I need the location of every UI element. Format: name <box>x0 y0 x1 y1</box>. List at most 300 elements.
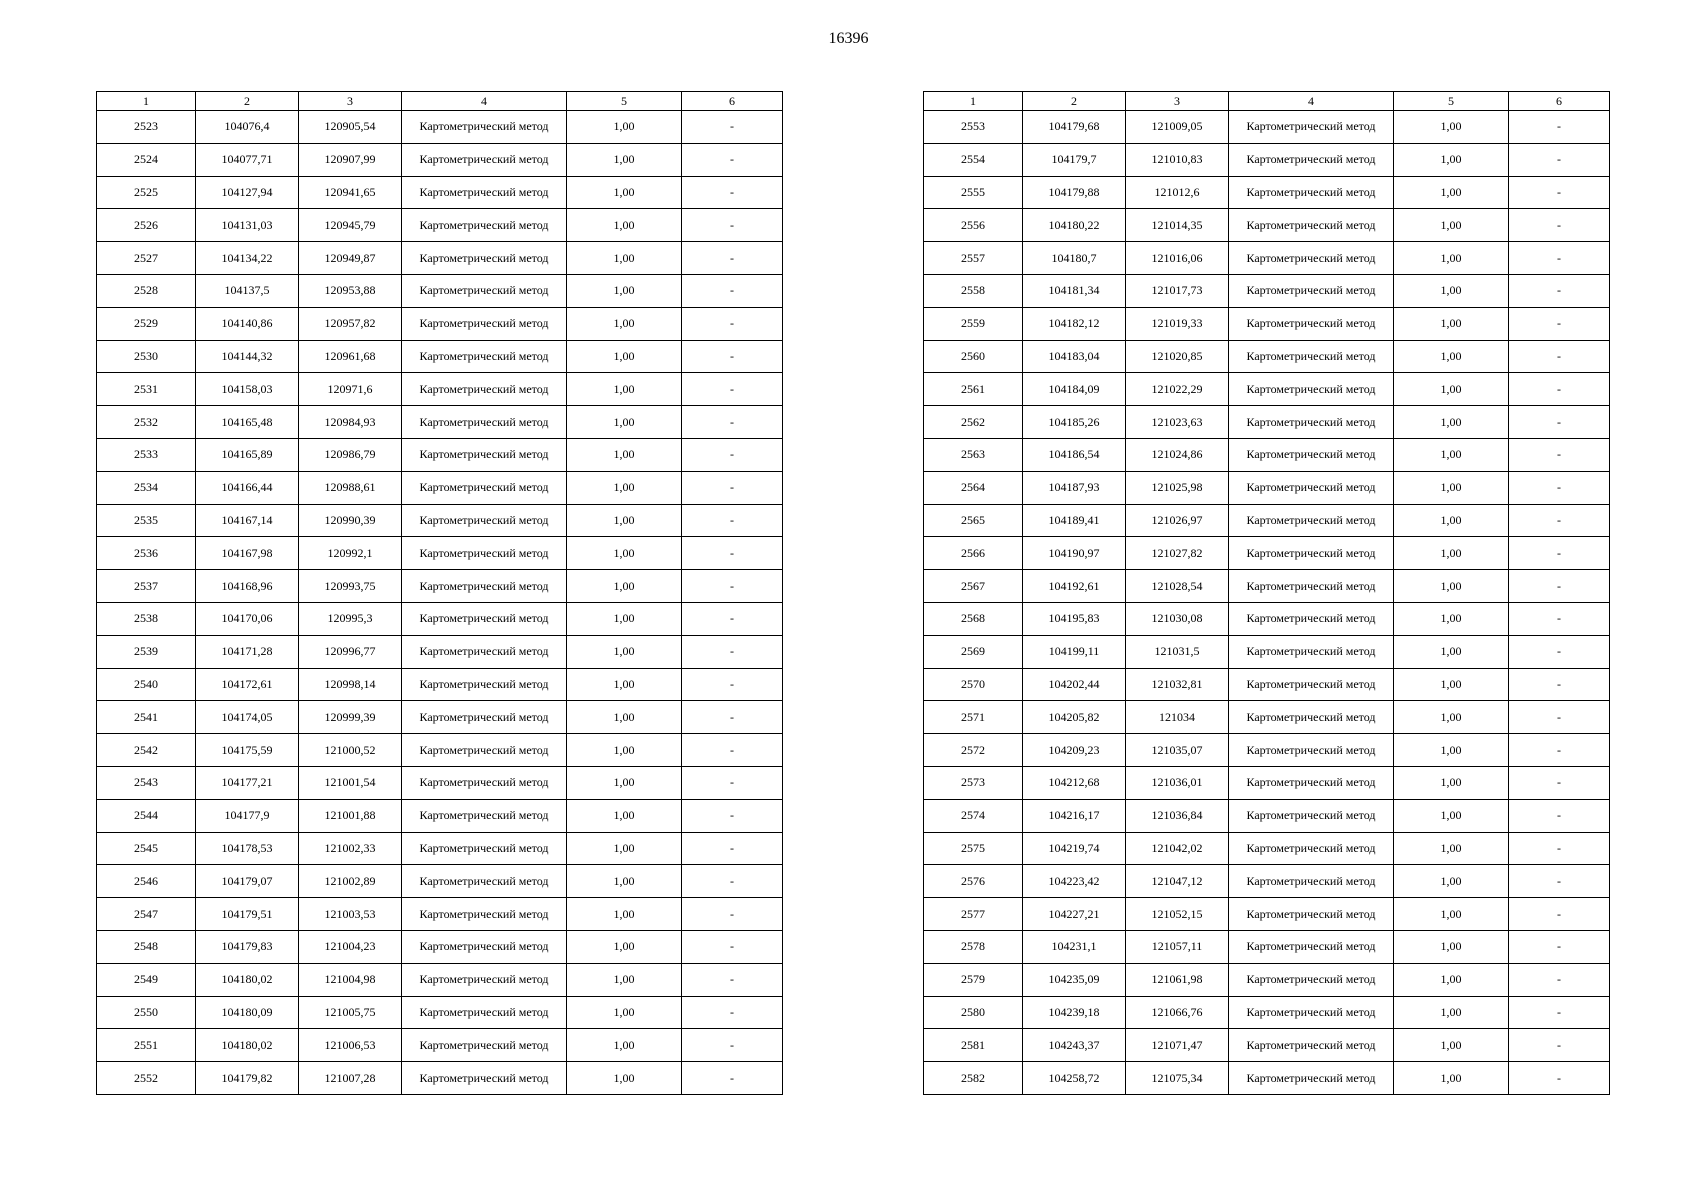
method-cell: Картометрический метод <box>402 209 567 242</box>
column-header-5: 5 <box>567 92 682 111</box>
x-coordinate-cell: 104134,22 <box>196 242 299 275</box>
table-row <box>97 242 783 275</box>
x-coordinate-cell: 104205,82 <box>1023 701 1126 734</box>
y-coordinate-cell: 121022,29 <box>1126 373 1229 406</box>
precision-cell: 1,00 <box>567 209 682 242</box>
page-number: 16396 <box>828 30 869 47</box>
x-coordinate-cell: 104179,51 <box>196 898 299 931</box>
column-header-6: 6 <box>1509 92 1610 111</box>
table-row <box>97 340 783 373</box>
description-cell: - <box>1509 471 1610 504</box>
description-cell: - <box>1509 504 1610 537</box>
method-cell: Картометрический метод <box>1229 176 1394 209</box>
x-coordinate-cell: 104223,42 <box>1023 865 1126 898</box>
description-cell: - <box>682 537 783 570</box>
x-coordinate-cell: 104131,03 <box>196 209 299 242</box>
precision-cell: 1,00 <box>1394 734 1509 767</box>
point-number-cell: 2582 <box>924 1062 1023 1095</box>
description-cell: - <box>682 143 783 176</box>
description-cell: - <box>1509 701 1610 734</box>
column-header-1: 1 <box>924 92 1023 111</box>
point-number-cell: 2525 <box>97 176 196 209</box>
description-cell: - <box>1509 1062 1610 1095</box>
y-coordinate-cell: 121003,53 <box>299 898 402 931</box>
x-coordinate-cell: 104144,32 <box>196 340 299 373</box>
point-number-cell: 2577 <box>924 898 1023 931</box>
table-row <box>924 406 1610 439</box>
table-row <box>97 635 783 668</box>
column-header-3: 3 <box>299 92 402 111</box>
method-cell: Картометрический метод <box>1229 996 1394 1029</box>
x-coordinate-cell: 104137,5 <box>196 274 299 307</box>
point-number-cell: 2552 <box>97 1062 196 1095</box>
method-cell: Картометрический метод <box>402 307 567 340</box>
x-coordinate-cell: 104216,17 <box>1023 799 1126 832</box>
point-number-cell: 2576 <box>924 865 1023 898</box>
method-cell: Картометрический метод <box>1229 865 1394 898</box>
x-coordinate-cell: 104179,88 <box>1023 176 1126 209</box>
x-coordinate-cell: 104199,11 <box>1023 635 1126 668</box>
y-coordinate-cell: 121016,06 <box>1126 242 1229 275</box>
method-cell: Картометрический метод <box>402 668 567 701</box>
x-coordinate-cell: 104165,89 <box>196 438 299 471</box>
method-cell: Картометрический метод <box>402 602 567 635</box>
point-number-cell: 2526 <box>97 209 196 242</box>
precision-cell: 1,00 <box>567 1062 682 1095</box>
method-cell: Картометрический метод <box>1229 635 1394 668</box>
description-cell: - <box>1509 143 1610 176</box>
precision-cell: 1,00 <box>1394 537 1509 570</box>
point-number-cell: 2553 <box>924 111 1023 144</box>
description-cell: - <box>1509 996 1610 1029</box>
coordinates-table-right <box>923 91 1610 1095</box>
y-coordinate-cell: 120905,54 <box>299 111 402 144</box>
method-cell: Картометрический метод <box>1229 963 1394 996</box>
description-cell: - <box>1509 537 1610 570</box>
description-cell: - <box>682 176 783 209</box>
x-coordinate-cell: 104179,7 <box>1023 143 1126 176</box>
x-coordinate-cell: 104158,03 <box>196 373 299 406</box>
table-row <box>924 209 1610 242</box>
x-coordinate-cell: 104190,97 <box>1023 537 1126 570</box>
x-coordinate-cell: 104180,02 <box>196 1029 299 1062</box>
x-coordinate-cell: 104166,44 <box>196 471 299 504</box>
precision-cell: 1,00 <box>567 340 682 373</box>
precision-cell: 1,00 <box>1394 373 1509 406</box>
precision-cell: 1,00 <box>567 143 682 176</box>
x-coordinate-cell: 104209,23 <box>1023 734 1126 767</box>
y-coordinate-cell: 120907,99 <box>299 143 402 176</box>
table-row <box>97 668 783 701</box>
description-cell: - <box>682 930 783 963</box>
description-cell: - <box>682 209 783 242</box>
description-cell: - <box>1509 799 1610 832</box>
x-coordinate-cell: 104184,09 <box>1023 373 1126 406</box>
y-coordinate-cell: 121005,75 <box>299 996 402 1029</box>
x-coordinate-cell: 104175,59 <box>196 734 299 767</box>
point-number-cell: 2547 <box>97 898 196 931</box>
description-cell: - <box>1509 176 1610 209</box>
table-row <box>97 930 783 963</box>
precision-cell: 1,00 <box>567 274 682 307</box>
y-coordinate-cell: 120998,14 <box>299 668 402 701</box>
y-coordinate-cell: 120988,61 <box>299 471 402 504</box>
precision-cell: 1,00 <box>567 176 682 209</box>
precision-cell: 1,00 <box>567 471 682 504</box>
x-coordinate-cell: 104168,96 <box>196 570 299 603</box>
point-number-cell: 2532 <box>97 406 196 439</box>
x-coordinate-cell: 104192,61 <box>1023 570 1126 603</box>
x-coordinate-cell: 104177,21 <box>196 766 299 799</box>
description-cell: - <box>1509 635 1610 668</box>
table-row <box>924 537 1610 570</box>
precision-cell: 1,00 <box>1394 865 1509 898</box>
method-cell: Картометрический метод <box>402 537 567 570</box>
y-coordinate-cell: 121036,84 <box>1126 799 1229 832</box>
table-row <box>924 734 1610 767</box>
description-cell: - <box>682 832 783 865</box>
point-number-cell: 2535 <box>97 504 196 537</box>
method-cell: Картометрический метод <box>1229 570 1394 603</box>
method-cell: Картометрический метод <box>1229 504 1394 537</box>
description-cell: - <box>682 340 783 373</box>
y-coordinate-cell: 120957,82 <box>299 307 402 340</box>
table-row <box>97 1029 783 1062</box>
x-coordinate-cell: 104239,18 <box>1023 996 1126 1029</box>
table-row <box>924 176 1610 209</box>
point-number-cell: 2567 <box>924 570 1023 603</box>
y-coordinate-cell: 120961,68 <box>299 340 402 373</box>
description-cell: - <box>682 504 783 537</box>
y-coordinate-cell: 121025,98 <box>1126 471 1229 504</box>
method-cell: Картометрический метод <box>402 406 567 439</box>
y-coordinate-cell: 120971,6 <box>299 373 402 406</box>
description-cell: - <box>1509 340 1610 373</box>
precision-cell: 1,00 <box>567 537 682 570</box>
point-number-cell: 2579 <box>924 963 1023 996</box>
y-coordinate-cell: 120990,39 <box>299 504 402 537</box>
table-row <box>97 471 783 504</box>
y-coordinate-cell: 121019,33 <box>1126 307 1229 340</box>
table-row <box>97 570 783 603</box>
description-cell: - <box>682 602 783 635</box>
point-number-cell: 2568 <box>924 602 1023 635</box>
x-coordinate-cell: 104219,74 <box>1023 832 1126 865</box>
point-number-cell: 2566 <box>924 537 1023 570</box>
precision-cell: 1,00 <box>1394 274 1509 307</box>
precision-cell: 1,00 <box>1394 996 1509 1029</box>
method-cell: Картометрический метод <box>1229 1029 1394 1062</box>
y-coordinate-cell: 121071,47 <box>1126 1029 1229 1062</box>
column-header-2: 2 <box>196 92 299 111</box>
table-row <box>924 930 1610 963</box>
y-coordinate-cell: 120995,3 <box>299 602 402 635</box>
method-cell: Картометрический метод <box>402 898 567 931</box>
point-number-cell: 2548 <box>97 930 196 963</box>
point-number-cell: 2543 <box>97 766 196 799</box>
table-row <box>97 602 783 635</box>
point-number-cell: 2539 <box>97 635 196 668</box>
description-cell: - <box>1509 242 1610 275</box>
table-row <box>924 570 1610 603</box>
table-header <box>97 92 783 111</box>
table-row <box>97 865 783 898</box>
precision-cell: 1,00 <box>1394 438 1509 471</box>
method-cell: Картометрический метод <box>402 766 567 799</box>
method-cell: Картометрический метод <box>1229 438 1394 471</box>
description-cell: - <box>1509 668 1610 701</box>
point-number-cell: 2571 <box>924 701 1023 734</box>
y-coordinate-cell: 121000,52 <box>299 734 402 767</box>
precision-cell: 1,00 <box>567 307 682 340</box>
y-coordinate-cell: 121035,07 <box>1126 734 1229 767</box>
table-row <box>97 734 783 767</box>
table-row <box>924 111 1610 144</box>
precision-cell: 1,00 <box>1394 504 1509 537</box>
table-row <box>924 996 1610 1029</box>
table-row <box>97 274 783 307</box>
method-cell: Картометрический метод <box>1229 701 1394 734</box>
point-number-cell: 2558 <box>924 274 1023 307</box>
y-coordinate-cell: 121028,54 <box>1126 570 1229 603</box>
method-cell: Картометрический метод <box>402 373 567 406</box>
table-row <box>97 537 783 570</box>
precision-cell: 1,00 <box>567 602 682 635</box>
precision-cell: 1,00 <box>567 406 682 439</box>
method-cell: Картометрический метод <box>402 471 567 504</box>
method-cell: Картометрический метод <box>1229 274 1394 307</box>
y-coordinate-cell: 121031,5 <box>1126 635 1229 668</box>
y-coordinate-cell: 121014,35 <box>1126 209 1229 242</box>
table-body <box>924 111 1610 1095</box>
precision-cell: 1,00 <box>1394 406 1509 439</box>
column-header-5: 5 <box>1394 92 1509 111</box>
precision-cell: 1,00 <box>1394 602 1509 635</box>
point-number-cell: 2561 <box>924 373 1023 406</box>
point-number-cell: 2578 <box>924 930 1023 963</box>
column-header-4: 4 <box>402 92 567 111</box>
precision-cell: 1,00 <box>567 832 682 865</box>
y-coordinate-cell: 121036,01 <box>1126 766 1229 799</box>
point-number-cell: 2550 <box>97 996 196 1029</box>
table-row <box>924 274 1610 307</box>
x-coordinate-cell: 104174,05 <box>196 701 299 734</box>
y-coordinate-cell: 121002,33 <box>299 832 402 865</box>
y-coordinate-cell: 121034 <box>1126 701 1229 734</box>
method-cell: Картометрический метод <box>1229 930 1394 963</box>
precision-cell: 1,00 <box>1394 898 1509 931</box>
method-cell: Картометрический метод <box>1229 307 1394 340</box>
column-header-3: 3 <box>1126 92 1229 111</box>
table-row <box>924 766 1610 799</box>
x-coordinate-cell: 104186,54 <box>1023 438 1126 471</box>
x-coordinate-cell: 104182,12 <box>1023 307 1126 340</box>
precision-cell: 1,00 <box>567 701 682 734</box>
table-row <box>924 799 1610 832</box>
y-coordinate-cell: 120996,77 <box>299 635 402 668</box>
y-coordinate-cell: 121017,73 <box>1126 274 1229 307</box>
method-cell: Картометрический метод <box>1229 766 1394 799</box>
y-coordinate-cell: 120992,1 <box>299 537 402 570</box>
method-cell: Картометрический метод <box>1229 242 1394 275</box>
column-header-1: 1 <box>97 92 196 111</box>
method-cell: Картометрический метод <box>402 701 567 734</box>
table-row <box>924 668 1610 701</box>
method-cell: Картометрический метод <box>1229 209 1394 242</box>
method-cell: Картометрический метод <box>402 996 567 1029</box>
table-row <box>924 471 1610 504</box>
method-cell: Картометрический метод <box>402 930 567 963</box>
precision-cell: 1,00 <box>1394 701 1509 734</box>
table-row <box>97 209 783 242</box>
method-cell: Картометрический метод <box>402 832 567 865</box>
precision-cell: 1,00 <box>567 635 682 668</box>
description-cell: - <box>682 668 783 701</box>
description-cell: - <box>682 799 783 832</box>
point-number-cell: 2534 <box>97 471 196 504</box>
x-coordinate-cell: 104179,83 <box>196 930 299 963</box>
y-coordinate-cell: 121007,28 <box>299 1062 402 1095</box>
table-row <box>924 1029 1610 1062</box>
precision-cell: 1,00 <box>1394 307 1509 340</box>
method-cell: Картометрический метод <box>402 111 567 144</box>
method-cell: Картометрический метод <box>402 504 567 537</box>
point-number-cell: 2523 <box>97 111 196 144</box>
point-number-cell: 2546 <box>97 865 196 898</box>
point-number-cell: 2580 <box>924 996 1023 1029</box>
x-coordinate-cell: 104077,71 <box>196 143 299 176</box>
description-cell: - <box>682 996 783 1029</box>
precision-cell: 1,00 <box>567 930 682 963</box>
point-number-cell: 2554 <box>924 143 1023 176</box>
point-number-cell: 2528 <box>97 274 196 307</box>
method-cell: Картометрический метод <box>1229 602 1394 635</box>
y-coordinate-cell: 121061,98 <box>1126 963 1229 996</box>
table-body <box>97 111 783 1095</box>
table-row <box>97 898 783 931</box>
description-cell: - <box>682 242 783 275</box>
table-row <box>97 111 783 144</box>
point-number-cell: 2536 <box>97 537 196 570</box>
y-coordinate-cell: 120984,93 <box>299 406 402 439</box>
precision-cell: 1,00 <box>567 570 682 603</box>
y-coordinate-cell: 121012,6 <box>1126 176 1229 209</box>
precision-cell: 1,00 <box>567 898 682 931</box>
method-cell: Картометрический метод <box>402 242 567 275</box>
point-number-cell: 2544 <box>97 799 196 832</box>
precision-cell: 1,00 <box>1394 570 1509 603</box>
point-number-cell: 2574 <box>924 799 1023 832</box>
precision-cell: 1,00 <box>1394 930 1509 963</box>
x-coordinate-cell: 104181,34 <box>1023 274 1126 307</box>
header-row <box>924 92 1610 111</box>
description-cell: - <box>1509 438 1610 471</box>
coordinates-table-left <box>96 91 783 1095</box>
x-coordinate-cell: 104187,93 <box>1023 471 1126 504</box>
description-cell: - <box>682 898 783 931</box>
x-coordinate-cell: 104171,28 <box>196 635 299 668</box>
description-cell: - <box>1509 963 1610 996</box>
description-cell: - <box>1509 865 1610 898</box>
y-coordinate-cell: 121023,63 <box>1126 406 1229 439</box>
point-number-cell: 2556 <box>924 209 1023 242</box>
description-cell: - <box>1509 570 1610 603</box>
x-coordinate-cell: 104227,21 <box>1023 898 1126 931</box>
description-cell: - <box>682 701 783 734</box>
point-number-cell: 2530 <box>97 340 196 373</box>
description-cell: - <box>1509 832 1610 865</box>
method-cell: Картометрический метод <box>402 570 567 603</box>
point-number-cell: 2545 <box>97 832 196 865</box>
point-number-cell: 2565 <box>924 504 1023 537</box>
y-coordinate-cell: 120941,65 <box>299 176 402 209</box>
x-coordinate-cell: 104180,02 <box>196 963 299 996</box>
y-coordinate-cell: 121057,11 <box>1126 930 1229 963</box>
table-row <box>97 701 783 734</box>
x-coordinate-cell: 104212,68 <box>1023 766 1126 799</box>
x-coordinate-cell: 104258,72 <box>1023 1062 1126 1095</box>
table-row <box>924 340 1610 373</box>
table-header <box>924 92 1610 111</box>
method-cell: Картометрический метод <box>402 865 567 898</box>
method-cell: Картометрический метод <box>402 438 567 471</box>
precision-cell: 1,00 <box>567 766 682 799</box>
table-row <box>97 176 783 209</box>
precision-cell: 1,00 <box>567 734 682 767</box>
precision-cell: 1,00 <box>567 111 682 144</box>
table-row <box>97 996 783 1029</box>
table-row <box>97 832 783 865</box>
x-coordinate-cell: 104235,09 <box>1023 963 1126 996</box>
method-cell: Картометрический метод <box>1229 373 1394 406</box>
precision-cell: 1,00 <box>567 373 682 406</box>
table-row <box>924 963 1610 996</box>
method-cell: Картометрический метод <box>402 274 567 307</box>
method-cell: Картометрический метод <box>402 963 567 996</box>
precision-cell: 1,00 <box>1394 832 1509 865</box>
x-coordinate-cell: 104180,7 <box>1023 242 1126 275</box>
x-coordinate-cell: 104180,22 <box>1023 209 1126 242</box>
method-cell: Картометрический метод <box>1229 1062 1394 1095</box>
x-coordinate-cell: 104179,82 <box>196 1062 299 1095</box>
precision-cell: 1,00 <box>1394 143 1509 176</box>
method-cell: Картометрический метод <box>402 340 567 373</box>
description-cell: - <box>682 570 783 603</box>
description-cell: - <box>1509 274 1610 307</box>
y-coordinate-cell: 120945,79 <box>299 209 402 242</box>
point-number-cell: 2563 <box>924 438 1023 471</box>
method-cell: Картометрический метод <box>1229 111 1394 144</box>
method-cell: Картометрический метод <box>1229 537 1394 570</box>
y-coordinate-cell: 121024,86 <box>1126 438 1229 471</box>
method-cell: Картометрический метод <box>1229 832 1394 865</box>
description-cell: - <box>682 1029 783 1062</box>
description-cell: - <box>682 471 783 504</box>
precision-cell: 1,00 <box>1394 635 1509 668</box>
x-coordinate-cell: 104180,09 <box>196 996 299 1029</box>
x-coordinate-cell: 104178,53 <box>196 832 299 865</box>
y-coordinate-cell: 121052,15 <box>1126 898 1229 931</box>
method-cell: Картометрический метод <box>402 734 567 767</box>
y-coordinate-cell: 121010,83 <box>1126 143 1229 176</box>
precision-cell: 1,00 <box>567 996 682 1029</box>
precision-cell: 1,00 <box>1394 1062 1509 1095</box>
table-row <box>924 832 1610 865</box>
y-coordinate-cell: 121066,76 <box>1126 996 1229 1029</box>
precision-cell: 1,00 <box>1394 1029 1509 1062</box>
table-row <box>924 898 1610 931</box>
y-coordinate-cell: 121047,12 <box>1126 865 1229 898</box>
